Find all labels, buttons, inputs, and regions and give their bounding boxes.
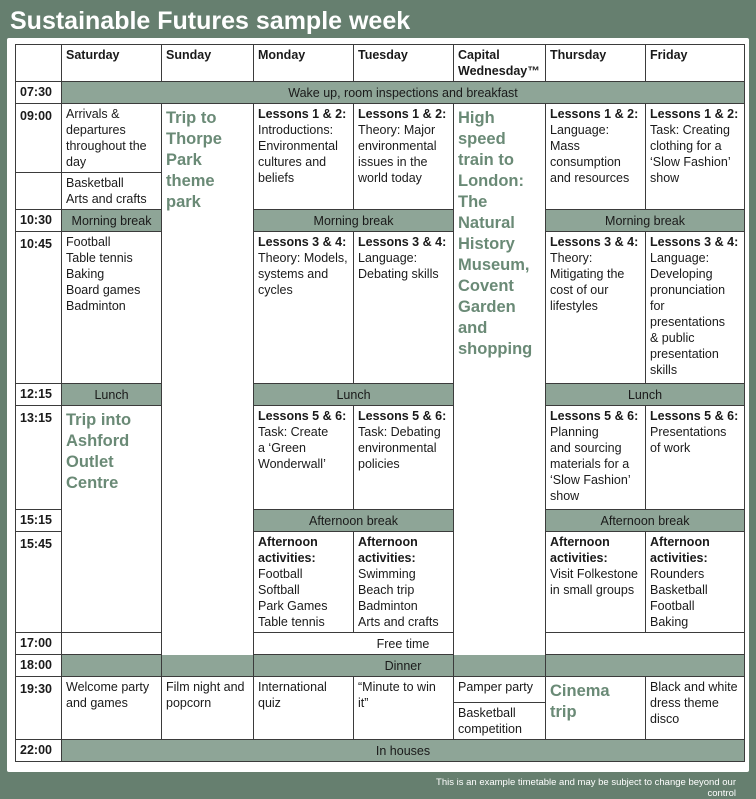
lesson-title: Lessons 3 & 4: bbox=[258, 235, 347, 249]
activity-title: Afternoon bbox=[650, 535, 710, 549]
time-cell: 13:15 bbox=[16, 406, 62, 510]
text-line: Baking bbox=[66, 267, 105, 281]
text-line: Park Games bbox=[258, 599, 328, 613]
activity-title: Afternoon bbox=[550, 535, 610, 549]
lunch-mon-tue: Lunch bbox=[254, 384, 454, 406]
lesson-title: Lessons 5 & 6: bbox=[258, 409, 347, 423]
friday-lessons-5-6 bbox=[646, 406, 745, 510]
lesson-title: Lessons 5 & 6: bbox=[550, 409, 639, 423]
text-line: Basketball bbox=[66, 176, 124, 190]
time-cell: 10:30 bbox=[16, 210, 62, 232]
text-line: systems and bbox=[258, 267, 329, 281]
text-line: Task: Creating bbox=[650, 123, 730, 137]
text-line: it” bbox=[358, 696, 369, 710]
timetable bbox=[15, 44, 745, 762]
text-line: Presentations bbox=[650, 425, 727, 439]
text-line: Basketball bbox=[458, 706, 516, 720]
text-line: clothing for a bbox=[650, 139, 722, 153]
text-line: Theory: Major bbox=[358, 123, 436, 137]
text-line: Black and white bbox=[650, 680, 738, 694]
saturday-arrivals bbox=[62, 104, 162, 173]
text-line: Visit Folkestone bbox=[550, 567, 639, 581]
lesson-title: Lessons 3 & 4: bbox=[650, 235, 739, 249]
time-cell: 15:45 bbox=[16, 532, 62, 633]
text-line: Cinema bbox=[550, 682, 610, 700]
text-line: Debating skills bbox=[358, 267, 439, 281]
thursday-afternoon bbox=[546, 532, 646, 633]
text-line: policies bbox=[358, 457, 400, 471]
tuesday-lessons-3-4 bbox=[354, 232, 454, 384]
text-line: Football bbox=[258, 567, 303, 581]
text-line: ‘Slow Fashion’ bbox=[650, 155, 731, 169]
thursday-lessons-3-4 bbox=[546, 232, 646, 384]
text-line: Softball bbox=[258, 583, 300, 597]
text-line: Outlet bbox=[66, 453, 114, 471]
friday-lessons-1-2 bbox=[646, 104, 745, 210]
text-line: in small groups bbox=[550, 583, 635, 597]
text-line: environmental bbox=[358, 139, 437, 153]
row-0730 bbox=[16, 82, 745, 104]
time-cell-empty bbox=[16, 173, 62, 210]
time-cell: 19:30 bbox=[16, 677, 62, 740]
text-line: Theory: bbox=[550, 251, 593, 265]
text-line: Language: Mass bbox=[550, 123, 610, 153]
page-title: Sustainable Futures sample week bbox=[10, 7, 411, 35]
row-1800 bbox=[16, 655, 745, 677]
header-friday: Friday bbox=[646, 45, 745, 82]
lesson-title: Lessons 3 & 4: bbox=[550, 235, 639, 249]
time-cell: 15:15 bbox=[16, 510, 62, 532]
activity-title: activities: bbox=[550, 551, 608, 565]
text-line: environmental bbox=[358, 441, 437, 455]
row-1030 bbox=[16, 210, 745, 232]
time-cell: 18:00 bbox=[16, 655, 62, 677]
time-cell: 07:30 bbox=[16, 82, 62, 104]
text-line: and resources bbox=[550, 171, 630, 185]
text-line: Centre bbox=[66, 474, 119, 492]
text-line: shopping bbox=[458, 340, 533, 358]
morning-break-saturday: Morning break bbox=[62, 210, 162, 232]
header-saturday: Saturday bbox=[62, 45, 162, 82]
text-line: London: bbox=[458, 172, 524, 190]
text-line: beliefs bbox=[258, 171, 295, 185]
text-line: Badminton bbox=[358, 599, 418, 613]
text-line: park bbox=[166, 193, 201, 211]
time-cell: 12:15 bbox=[16, 384, 62, 406]
text-line: materials for a bbox=[550, 457, 630, 471]
text-line: Arts and crafts bbox=[66, 192, 147, 206]
header-tuesday: Tuesday bbox=[354, 45, 454, 82]
text-line: cultures and bbox=[258, 155, 327, 169]
text-line: Museum, bbox=[458, 256, 530, 274]
lesson-title: Lessons 1 & 2: bbox=[650, 107, 739, 121]
lunch-saturday: Lunch bbox=[62, 384, 162, 406]
dinner-bar: Dinner bbox=[62, 655, 745, 677]
text-line: Task: Create bbox=[258, 425, 329, 439]
text-line: ‘Slow Fashion’ bbox=[550, 473, 631, 487]
saturday-basketball bbox=[62, 173, 162, 210]
row-1700 bbox=[16, 633, 745, 655]
monday-evening bbox=[254, 677, 354, 740]
tuesday-lessons-1-2 bbox=[354, 104, 454, 210]
afternoon-break-thu-fri: Afternoon break bbox=[546, 510, 745, 532]
text-line: Board games bbox=[66, 283, 141, 297]
text-line: History bbox=[458, 235, 515, 253]
text-line: Table tennis bbox=[66, 251, 133, 265]
wake-up-bar: Wake up, room inspections and breakfast bbox=[62, 82, 745, 104]
text-line: throughout the bbox=[66, 139, 147, 153]
text-line: Beach trip bbox=[358, 583, 415, 597]
text-line: Arts and crafts bbox=[358, 615, 439, 629]
text-line: trip bbox=[550, 703, 577, 721]
header-wednesday-line2: Wednesday™ bbox=[458, 64, 540, 78]
lesson-title: Lessons 3 & 4: bbox=[358, 235, 447, 249]
text-line: pronunciation bbox=[650, 283, 726, 297]
text-line: cost of our bbox=[550, 283, 609, 297]
text-line: Badminton bbox=[66, 299, 126, 313]
text-line: train to bbox=[458, 151, 514, 169]
activity-title: Afternoon bbox=[358, 535, 418, 549]
wednesday-evening-pamper: Pamper party bbox=[454, 677, 546, 703]
friday-afternoon bbox=[646, 532, 745, 633]
afternoon-break-mon-tue: Afternoon break bbox=[254, 510, 454, 532]
header-sunday: Sunday bbox=[162, 45, 254, 82]
timetable-panel bbox=[7, 38, 749, 772]
text-line: show bbox=[650, 171, 680, 185]
activity-title: activities: bbox=[650, 551, 708, 565]
row-0900 bbox=[16, 104, 745, 173]
time-cell: 17:00 bbox=[16, 633, 62, 655]
text-line: & public bbox=[650, 331, 695, 345]
text-line: popcorn bbox=[166, 696, 212, 710]
text-line: disco bbox=[650, 712, 680, 726]
activity-title: Afternoon bbox=[258, 535, 318, 549]
tuesday-evening bbox=[354, 677, 454, 740]
text-line: Natural bbox=[458, 214, 515, 232]
monday-lessons-5-6 bbox=[254, 406, 354, 510]
lesson-title: Lessons 1 & 2: bbox=[258, 107, 347, 121]
text-line: Mitigating the bbox=[550, 267, 625, 281]
text-line: and sourcing bbox=[550, 441, 622, 455]
monday-afternoon bbox=[254, 532, 354, 633]
text-line: departures bbox=[66, 123, 126, 137]
lesson-title: Lessons 1 & 2: bbox=[358, 107, 447, 121]
text-line: Baking bbox=[650, 615, 689, 629]
text-line: skills bbox=[650, 363, 678, 377]
text-line: Wonderwall’ bbox=[258, 457, 326, 471]
tuesday-lessons-5-6 bbox=[354, 406, 454, 510]
header-monday: Monday bbox=[254, 45, 354, 82]
friday-lessons-3-4 bbox=[646, 232, 745, 384]
text-line: Task: Debating bbox=[358, 425, 441, 439]
text-line: cycles bbox=[258, 283, 293, 297]
text-line: show bbox=[550, 489, 580, 503]
time-cell: 10:45 bbox=[16, 232, 62, 384]
text-line: consumption bbox=[550, 155, 621, 169]
header-wednesday bbox=[454, 45, 546, 82]
text-line: for bbox=[650, 299, 665, 313]
text-line: Garden bbox=[458, 298, 516, 316]
row-1315 bbox=[16, 406, 745, 510]
text-line: and bbox=[458, 319, 488, 337]
header-row bbox=[16, 45, 745, 82]
row-1045 bbox=[16, 232, 745, 384]
thursday-lessons-5-6 bbox=[546, 406, 646, 510]
tuesday-afternoon bbox=[354, 532, 454, 633]
text-line: Trip into bbox=[66, 411, 132, 429]
text-line: Basketball bbox=[650, 583, 708, 597]
text-line: Football bbox=[66, 235, 111, 249]
text-line: presentation bbox=[650, 347, 719, 361]
text-line: Arrivals & bbox=[66, 107, 120, 121]
monday-lessons-1-2 bbox=[254, 104, 354, 210]
lesson-title: Lessons 5 & 6: bbox=[650, 409, 739, 423]
text-line: Planning bbox=[550, 425, 599, 439]
saturday-evening bbox=[62, 677, 162, 740]
row-1215 bbox=[16, 384, 745, 406]
text-line: Welcome party bbox=[66, 680, 150, 694]
text-line: quiz bbox=[258, 696, 281, 710]
monday-lessons-3-4 bbox=[254, 232, 354, 384]
text-line: dress theme bbox=[650, 696, 719, 710]
lunch-thu-fri: Lunch bbox=[546, 384, 745, 406]
text-line: “Minute to win bbox=[358, 680, 436, 694]
text-line: Park bbox=[166, 151, 202, 169]
text-line: Theory: Models, bbox=[258, 251, 348, 265]
text-line: Table tennis bbox=[258, 615, 325, 629]
text-line: Film night and bbox=[166, 680, 245, 694]
text-line: Trip to bbox=[166, 109, 217, 127]
wednesday-trip bbox=[454, 104, 546, 677]
text-line: competition bbox=[458, 722, 522, 736]
text-line: of work bbox=[650, 441, 691, 455]
text-line: day bbox=[66, 155, 87, 169]
text-line: Covent bbox=[458, 277, 514, 295]
text-line: Developing bbox=[650, 267, 713, 281]
saturday-activities bbox=[62, 232, 162, 384]
activity-title: activities: bbox=[258, 551, 316, 565]
morning-break-mon-tue: Morning break bbox=[254, 210, 454, 232]
text-line: issues in the bbox=[358, 155, 428, 169]
header-corner bbox=[16, 45, 62, 82]
thursday-lessons-1-2 bbox=[546, 104, 646, 210]
lesson-title: Lessons 5 & 6: bbox=[358, 409, 447, 423]
lesson-title: Lessons 1 & 2: bbox=[550, 107, 639, 121]
text-line: Language: bbox=[358, 251, 418, 265]
saturday-trip bbox=[62, 406, 162, 633]
text-line: presentations bbox=[650, 315, 726, 329]
text-line: and games bbox=[66, 696, 128, 710]
time-cell: 22:00 bbox=[16, 740, 62, 762]
in-houses-bar: In houses bbox=[62, 740, 745, 762]
text-line: International bbox=[258, 680, 327, 694]
free-time-row: Free time bbox=[62, 633, 745, 655]
friday-evening bbox=[646, 677, 745, 740]
thursday-evening bbox=[546, 677, 646, 740]
text-line: Language: bbox=[650, 251, 710, 265]
sunday-trip bbox=[162, 104, 254, 677]
header-wednesday-line1: Capital bbox=[458, 48, 500, 62]
text-line: world today bbox=[358, 171, 422, 185]
text-line: The bbox=[458, 193, 488, 211]
activity-title: activities: bbox=[358, 551, 416, 565]
row-1930 bbox=[16, 677, 745, 703]
text-line: a ‘Green bbox=[258, 441, 306, 455]
row-2200 bbox=[16, 740, 745, 762]
header-thursday: Thursday bbox=[546, 45, 646, 82]
text-line: Environmental bbox=[258, 139, 338, 153]
text-line: Swimming bbox=[358, 567, 416, 581]
time-cell: 09:00 bbox=[16, 104, 62, 173]
disclaimer-footer: This is an example timetable and may be subject to change beyond our control bbox=[436, 777, 736, 799]
text-line: lifestyles bbox=[550, 299, 598, 313]
sunday-evening bbox=[162, 677, 254, 740]
text-line: High speed bbox=[458, 109, 506, 148]
morning-break-thu-fri: Morning break bbox=[546, 210, 745, 232]
text-line: Introductions: bbox=[258, 123, 334, 137]
text-line: Thorpe bbox=[166, 130, 222, 148]
text-line: theme bbox=[166, 172, 215, 190]
wednesday-evening-basketball bbox=[454, 703, 546, 740]
text-line: Football bbox=[650, 599, 695, 613]
text-line: Rounders bbox=[650, 567, 705, 581]
text-line: Ashford bbox=[66, 432, 130, 450]
